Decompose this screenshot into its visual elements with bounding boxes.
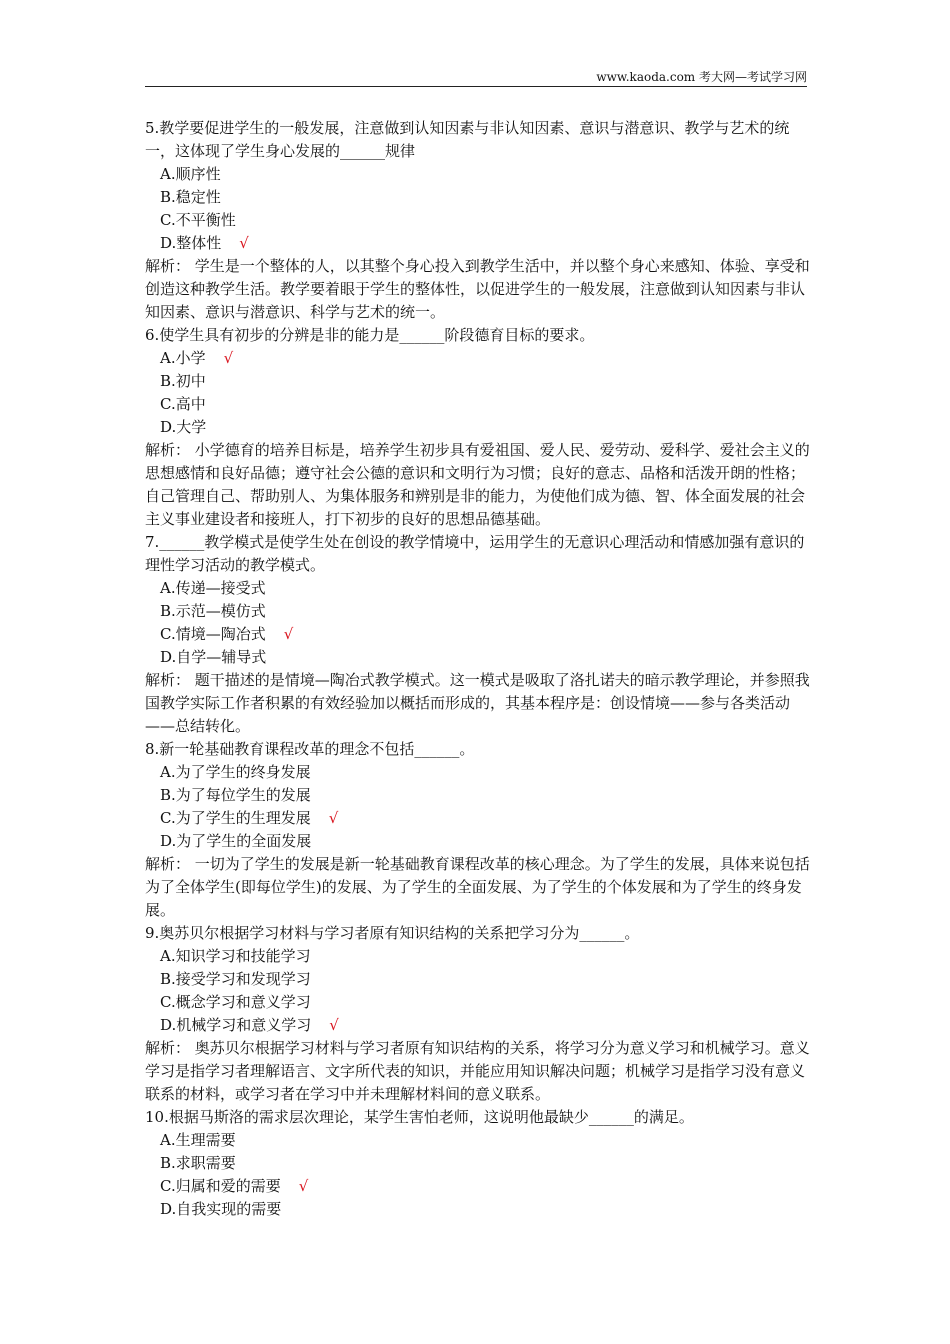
correct-check-icon: √ [239, 234, 249, 252]
answer-option [145, 830, 811, 853]
answer-option [145, 370, 811, 393]
correct-check-icon: √ [298, 1177, 309, 1195]
option-label: C.为了学生的生理发展 [160, 809, 311, 827]
answer-option [145, 991, 811, 1014]
answer-option [145, 945, 811, 968]
option-label: B.稳定性 [160, 188, 221, 206]
explanation: 解析： 奥苏贝尔根据学习材料与学习者原有知识结构的关系，将学习分为意义学习和机械学习。意义学习是指学习者理解语言、文字所代表的知识，并能应用知识解决问题；机械学习是指学习没有意义联系的材料，或学习者在学习中并未理解材料间的意义联系。 [145, 1039, 810, 1103]
explanation: 解析： 小学德育的培养目标是，培养学生初步具有爱祖国、爱人民、爱劳动、爱科学、爱社会主义的思想感情和良好品德；遵守社会公德的意识和文明行为习惯；良好的意志、品格和活泼开朗的性格；自己管理自己、帮助别人、为集体服务和辨别是非的能力，为使他们成为德、智、体全面发展的社会主义事业建设者和接班人，打下初步的良好的思想品德基础。 [145, 441, 810, 528]
option-label: D.机械学习和意义学习 [160, 1016, 312, 1034]
answer-option [145, 186, 811, 209]
question-block [145, 922, 811, 1106]
answer-option [145, 600, 811, 623]
question-block [145, 1106, 811, 1221]
correct-check-icon: √ [283, 625, 294, 643]
answer-option [145, 968, 811, 991]
option-label: D.自我实现的需要 [160, 1200, 282, 1218]
option-label: B.初中 [160, 372, 206, 390]
option-label: A.知识学习和技能学习 [160, 947, 311, 965]
option-label: A.生理需要 [160, 1131, 236, 1149]
answer-option [145, 646, 811, 669]
question-stem: 7.______教学模式是使学生处在创设的教学情境中，运用学生的无意识心理活动和情感加强有意识的理性学习活动的教学模式。 [145, 533, 805, 574]
option-label: C.情境—陶冶式 [160, 625, 266, 643]
option-label: C.归属和爱的需要 [160, 1177, 281, 1195]
answer-option [145, 577, 811, 600]
option-label: D.大学 [160, 418, 207, 436]
answer-option [145, 761, 811, 784]
option-label: C.概念学习和意义学习 [160, 993, 311, 1011]
explanation: 解析： 题干描述的是情境—陶冶式教学模式。这一模式是吸取了洛扎诺夫的暗示教学理论，并参照我国教学实际工作者积累的有效经验加以概括而形成的，其基本程序是：创设情境——参与各类活动——总结转化。 [145, 671, 810, 735]
question-block [145, 531, 811, 738]
option-label: D.自学—辅导式 [160, 648, 267, 666]
question-stem: 5.教学要促进学生的一般发展，注意做到认知因素与非认知因素、意识与潜意识、教学与艺术的统一，这体现了学生身心发展的______规律 [145, 119, 790, 160]
question-block [145, 738, 811, 922]
question-stem: 9.奥苏贝尔根据学习材料与学习者原有知识结构的关系把学习分为______。 [145, 924, 640, 942]
option-label: A.顺序性 [160, 165, 221, 183]
option-label: A.传递—接受式 [160, 579, 266, 597]
answer-option [145, 393, 811, 416]
correct-check-icon: √ [328, 809, 339, 827]
answer-option [145, 1198, 811, 1221]
question-block [145, 324, 811, 531]
answer-option [145, 1014, 811, 1037]
explanation: 解析： 一切为了学生的发展是新一轮基础教育课程改革的核心理念。为了学生的发展，具体来说包括为了全体学生(即每位学生)的发展、为了学生的全面发展、为了学生的个体发展和为了学生的终身发展。 [145, 855, 810, 919]
option-label: B.为了每位学生的发展 [160, 786, 311, 804]
option-label: A.为了学生的终身发展 [160, 763, 311, 781]
page-header: www.kaoda.com 考大网—考试学习网 [596, 70, 807, 84]
option-label: A.小学 [160, 349, 206, 367]
answer-option [145, 784, 811, 807]
answer-option [145, 347, 811, 370]
answer-option [145, 232, 811, 255]
question-block [145, 117, 811, 324]
question-list [145, 117, 811, 1221]
question-stem: 6.使学生具有初步的分辨是非的能力是______阶段德育目标的要求。 [145, 326, 595, 344]
option-label: D.整体性 [160, 234, 222, 252]
explanation: 解析： 学生是一个整体的人，以其整个身心投入到教学生活中，并以整个身心来感知、体验、享受和创造这种教学生活。教学要着眼于学生的整体性，以促进学生的一般发展，注意做到认知因素与非认知因素、意识与潜意识、科学与艺术的统一。 [145, 257, 810, 321]
option-label: D.为了学生的全面发展 [160, 832, 312, 850]
option-label: B.示范—模仿式 [160, 602, 266, 620]
answer-option [145, 1129, 811, 1152]
option-label: C.不平衡性 [160, 211, 236, 229]
answer-option [145, 807, 811, 830]
answer-option [145, 416, 811, 439]
answer-option [145, 1152, 811, 1175]
question-stem: 8.新一轮基础教育课程改革的理念不包括______。 [145, 740, 475, 758]
answer-option [145, 163, 811, 186]
option-label: B.接受学习和发现学习 [160, 970, 311, 988]
question-stem: 10.根据马斯洛的需求层次理论，某学生害怕老师，这说明他最缺少______的满足。 [145, 1108, 694, 1126]
answer-option [145, 1175, 811, 1198]
correct-check-icon: √ [329, 1016, 339, 1034]
option-label: C.高中 [160, 395, 206, 413]
option-label: B.求职需要 [160, 1154, 236, 1172]
answer-option [145, 209, 811, 232]
correct-check-icon: √ [223, 349, 234, 367]
header-rule [145, 86, 807, 87]
answer-option [145, 623, 811, 646]
